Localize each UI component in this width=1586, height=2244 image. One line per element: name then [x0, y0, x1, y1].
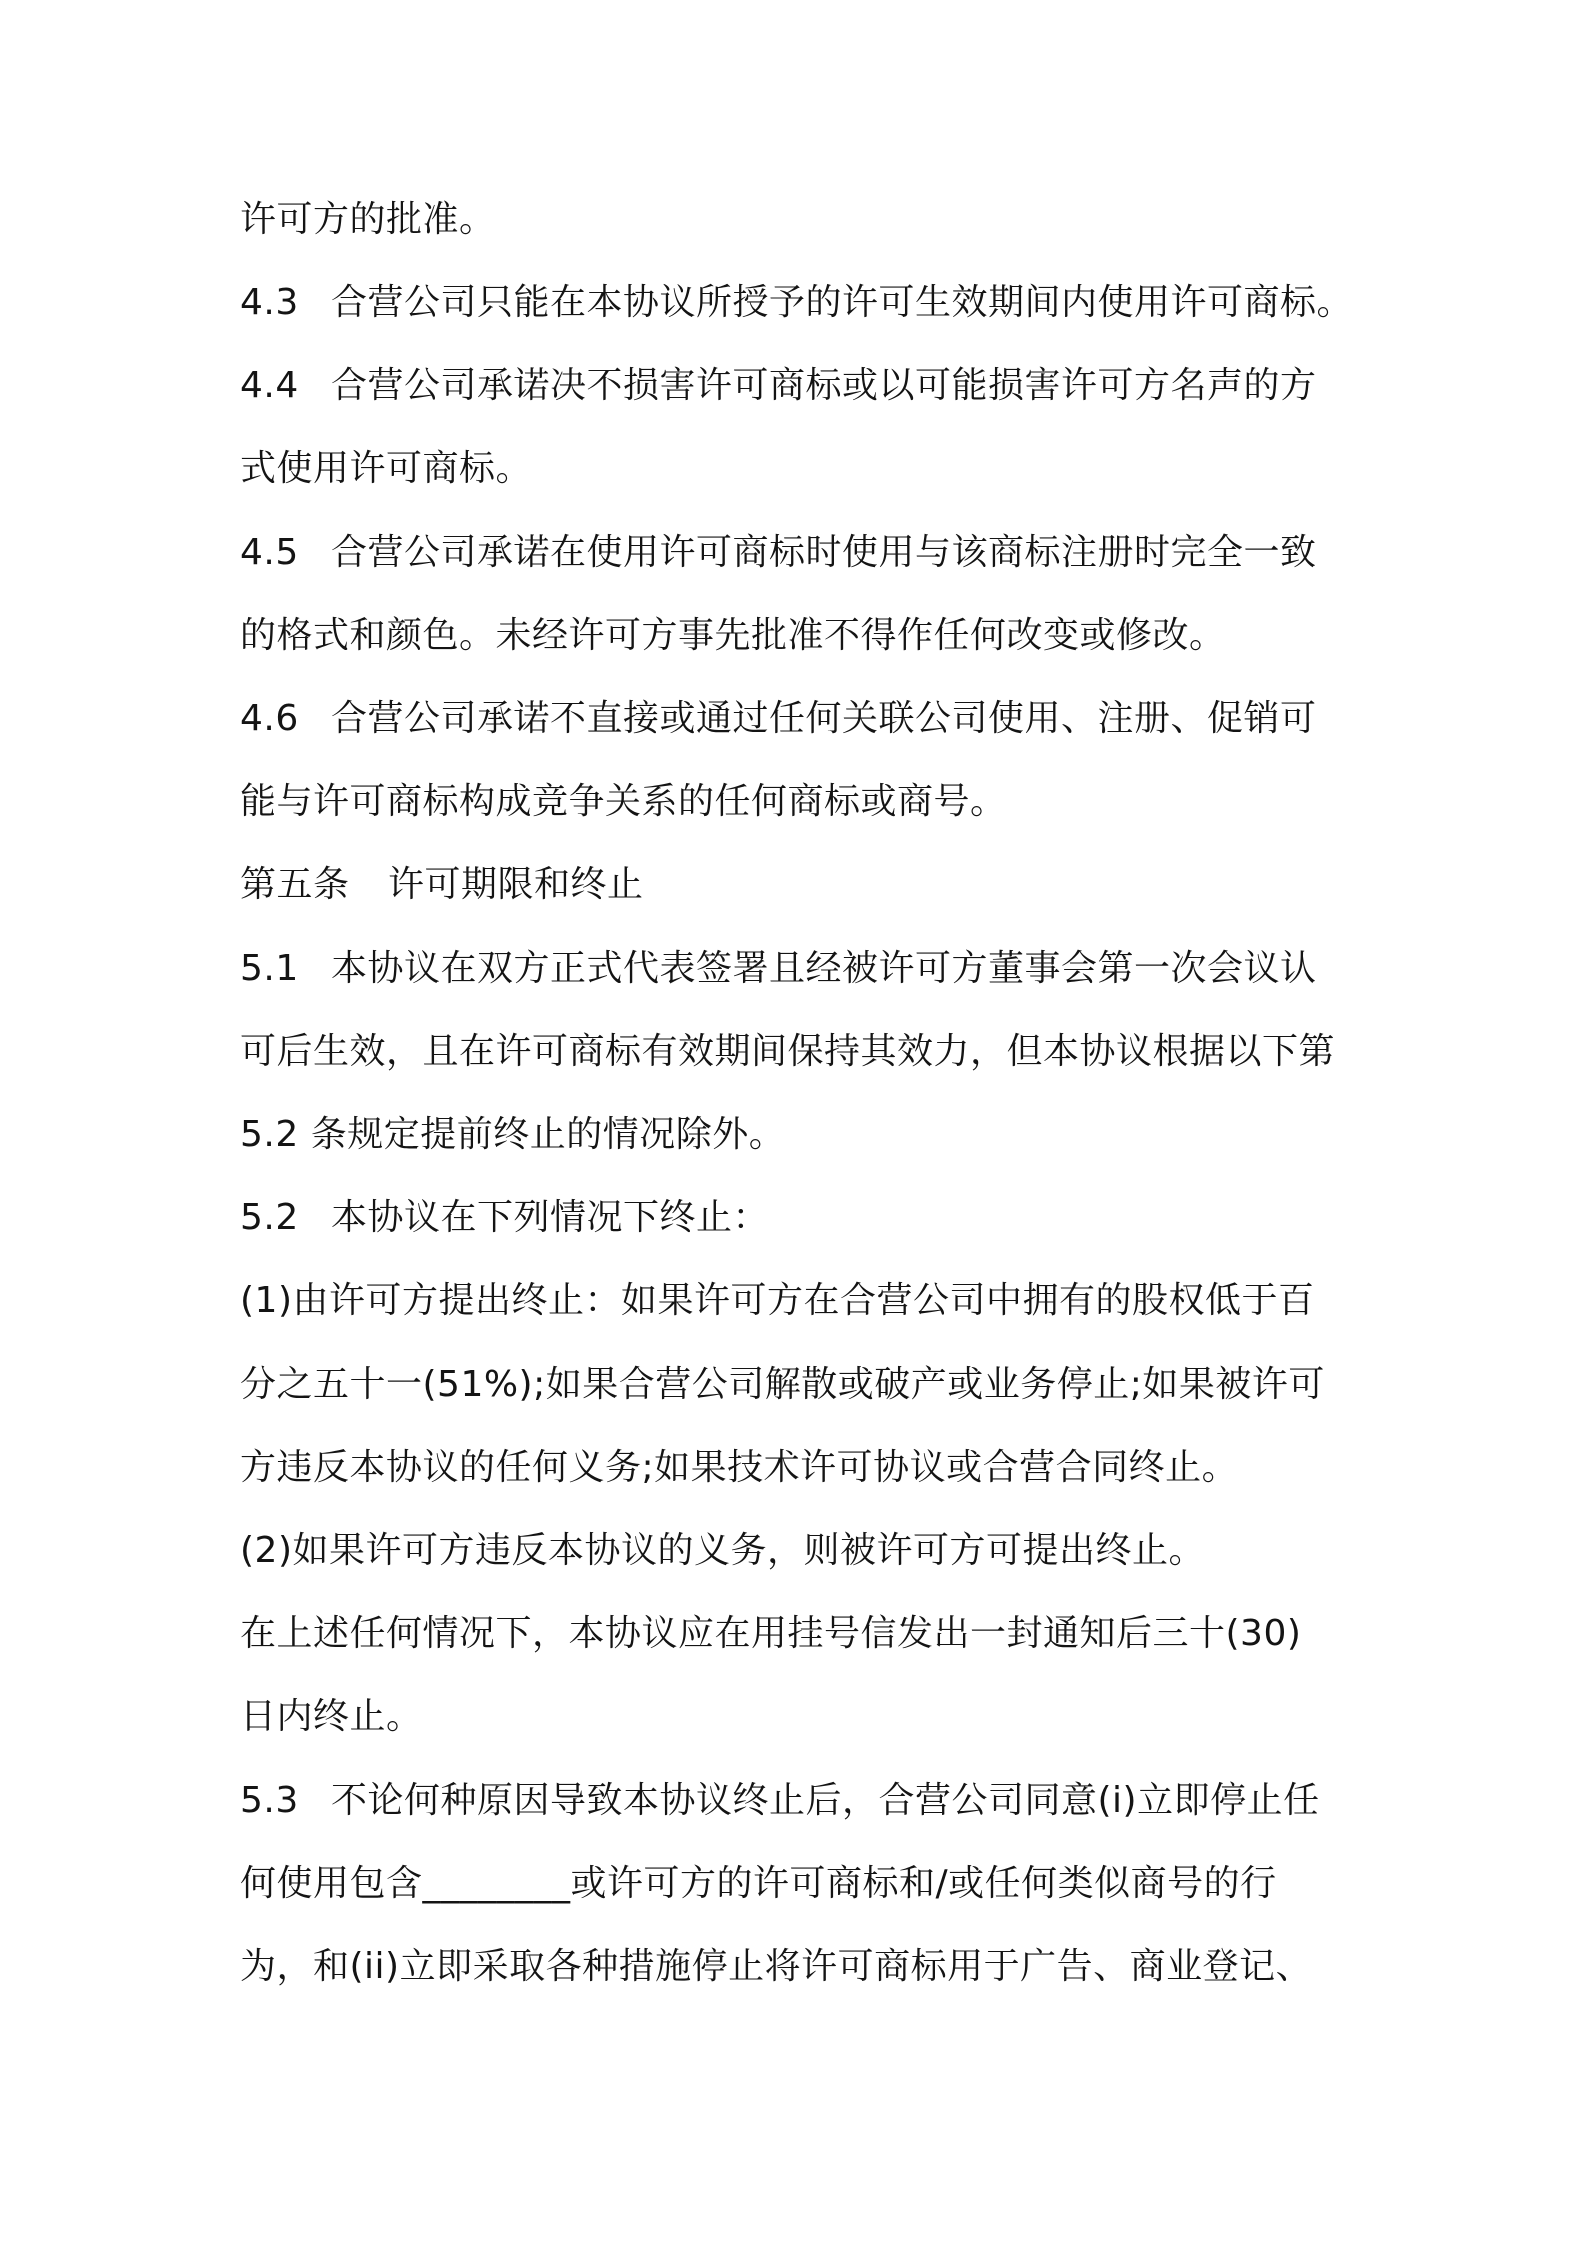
- text-line: 在上述任何情况下，本协议应在用挂号信发出一封通知后三十(30): [240, 1613, 1302, 1654]
- clause-text: 合营公司承诺在使用许可商标时使用与该商标注册时完全一致: [331, 532, 1317, 573]
- clause-5-3: [240, 1779, 1320, 1823]
- clause-text: 不论何种原因导致本协议终止后，合营公司同意(i)立即停止任: [331, 1780, 1320, 1821]
- clause-4-3: [240, 281, 1353, 325]
- clause-4-5: [240, 531, 1317, 575]
- clause-number: 4.6: [240, 698, 299, 739]
- text-line: 日内终止。: [240, 1696, 423, 1737]
- text-line: (2)如果许可方违反本协议的义务，则被许可方可提出终止。: [240, 1530, 1205, 1571]
- text-line: (1)由许可方提出终止：如果许可方在合营公司中拥有的股权低于百: [240, 1280, 1315, 1321]
- clause-number: 5.3: [240, 1780, 299, 1821]
- clause-text: 合营公司承诺不直接或通过任何关联公司使用、注册、促销可: [331, 698, 1317, 739]
- text-line: 能与许可商标构成竞争关系的任何商标或商号。: [240, 781, 1007, 822]
- clause-number: 5.2: [240, 1197, 299, 1238]
- clause-text: 本协议在下列情况下终止：: [331, 1197, 770, 1238]
- clause-4-6: [240, 697, 1317, 741]
- clause-text: 合营公司只能在本协议所授予的许可生效期间内使用许可商标。: [331, 282, 1354, 323]
- clause-number: 4.5: [240, 532, 299, 573]
- text-line: 可后生效，且在许可商标有效期间保持其效力，但本协议根据以下第: [240, 1031, 1336, 1072]
- text-line: 的格式和颜色。未经许可方事先批准不得作任何改变或修改。: [240, 615, 1226, 656]
- text-line: 何使用包含________或许可方的许可商标和/或任何类似商号的行: [240, 1863, 1277, 1904]
- clause-number: 5.1: [240, 948, 299, 989]
- text-line: 方违反本协议的任何义务;如果技术许可协议或合营合同终止。: [240, 1447, 1239, 1488]
- clause-5-1: [240, 947, 1317, 991]
- clause-4-4: [240, 364, 1317, 408]
- text-line: 式使用许可商标。: [240, 448, 533, 489]
- text-line: 许可方的批准。: [240, 199, 496, 240]
- article-title: 许可期限和终止: [388, 864, 644, 905]
- clause-text: 合营公司承诺决不损害许可商标或以可能损害许可方名声的方: [331, 365, 1317, 406]
- clause-number: 4.4: [240, 365, 299, 406]
- text-line: 5.2 条规定提前终止的情况除外。: [240, 1114, 786, 1155]
- text-line: 分之五十一(51%);如果合营公司解散或破产或业务停止;如果被许可: [240, 1364, 1325, 1405]
- clause-5-2: [240, 1196, 769, 1240]
- article-heading: [240, 863, 644, 907]
- article-number: 第五条: [240, 864, 350, 905]
- text-line: 为，和(ii)立即采取各种措施停止将许可商标用于广告、商业登记、: [240, 1946, 1313, 1987]
- clause-text: 本协议在双方正式代表签署且经被许可方董事会第一次会议认: [331, 948, 1317, 989]
- clause-number: 4.3: [240, 282, 299, 323]
